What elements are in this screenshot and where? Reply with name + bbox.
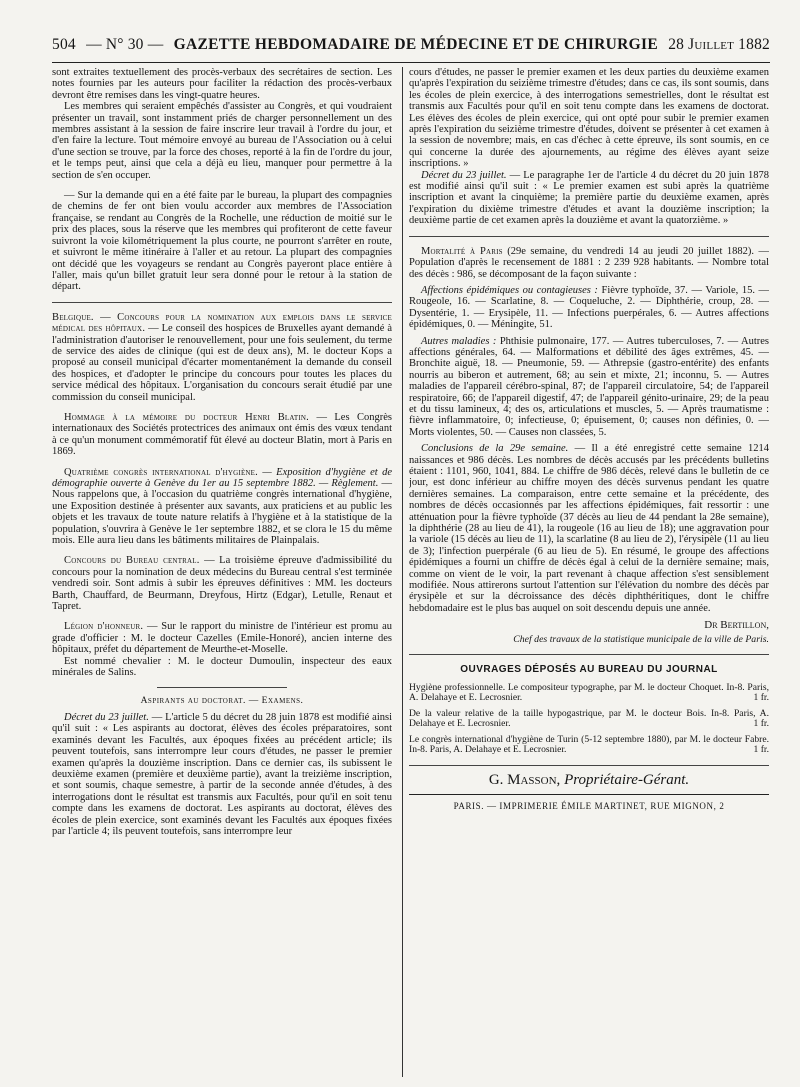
work-text: Hygiène professionnelle. Le compositeur typographe, par M. le docteur Choquet. In-8. Paris, A. Delahaye et E. Lecrosnier. [409,681,769,704]
work-price: 1 fr. [753,718,769,730]
work-item [409,735,769,756]
journal-title: GAZETTE HEBDOMADAIRE DE MÉDECINE ET DE CHIRURGIE [173,36,658,53]
work-text: Le congrès international d'hygiène de Turin (5-12 septembre 1880), par M. le docteur Fabre. In-8. Paris, A. Delahaye et E. Lecrosnier. [409,733,769,756]
page-number: 504 [52,36,76,53]
hygiene-subheading: — Exposition d'hygiène et de démographie ouverte à Genève du 1er au 15 septembre 1882. — Règlement. [52,466,392,489]
decree-paragraph [409,170,769,227]
bureau-body: — La troisième épreuve d'admissibilité du concours pour la nomination de deux médecins du Bureau central s'est terminée vendredi soir. Sont admis à subir les épreuves définitives : MM. les docteurs Barth, Chauffard, de Beurmann, Dreyfous, Hirtz (Edgar), Letulle, Renaut et Tapret. [52,555,393,613]
blatin-heading: Hommage à la mémoire du docteur Henri Blatin. [64,411,309,423]
column-rule [402,67,403,1077]
epidemic-paragraph [409,285,769,331]
decree-body: — Le paragraphe 1er de l'article 4 du décret du 20 juin 1878 est modifié ainsi qu'il suit : « Le premier examen est subi après la quatrième inscription et avant la cinquième; la première partie du deuxième examen, après l'expiration du dixième trimestre d'études et avant la douzième inscription; la deuxième partie de cet examen après la douzième et avant la quatorzième. » [409,169,769,227]
other-diseases-heading: Autres maladies : [421,335,497,347]
congress-members-paragraph: Les membres qui seraient empêchés d'assister au Congrès, et qui voudraient présenter un travail, sont instamment priés de charger personnellement un des membres assistant à la session de faire inscrire leur travail à l'ordre du jour, et d'en faire la lecture. Tout mémoire envoyé au bureau de l'Association ou à celui d'une section se trouve, par la force des choses, reporté à la fin de l'ordre du jour, et le temps peut, ainsi que cela a déjà eu lieu, manquer pour permettre à la section de s'en occuper. [52,101,392,181]
divider [409,236,769,237]
blatin-body: — Les Congrès internationaux des Sociétés protectrices des animaux ont émis des vœux tendant à ce qu'un monument commémoratif fût élevé au docteur Blatin, mort à Paris en 1869. [52,411,392,458]
aspirants-body: — L'article 5 du décret du 28 juin 1878 est modifié ainsi qu'il suit : « Les aspirants au doctorat, élèves des écoles préparatoires, sont examinés devant les Facultés, aux époques fixées au précédent article; ils peuvent toutefois, sans interrompre leur cours d'études, ne passer le premier examen qu'après la douzième inscription. Dans ce dernier cas, ils subissent le deuxième examen (première et deuxième partie), avant la treizième inscription, et sont soumis, chaque semestre, à partir de la seconde année d'études, à des interrogations dont le résultat est transmis aux Facultés, pour qu'il en soit tenu compte dans les examens de doctorat. Les aspirants au doctorat, élèves des écoles de plein exercice, sont examinés devant les Facultés aux époques fixées par l'article 4; ils peuvent toutefois, sans interrompre leur [52,711,392,837]
work-price: 1 fr. [753,692,769,704]
hygiene-article [52,467,392,547]
aspirants-decree: Décret du 23 juillet. [64,711,149,723]
divider [157,687,287,688]
conclusions-body: — Il a été enregistré cette semaine 1214 naissances et 986 décès. Les nombres de décès accusés par les précédents bulletins étaient : 1101, 960, 1041, 884. Le chiffre de 986 décès, relevé dans le bulletin de ce jour, est donc inférieur au chiffre moyen des décès survenus pendant les quatre dernières semaines. La comparaison, entre cette semaine et la précédente, des nombres de décès occasionnés par les affections épidémiques, fait ressortir : une atténuation pour la fièvre typhoïde (37 décès au lieu de 44 pendant la 28e semaine), la diphthérie (28 au lieu de 41), la rougeole (16 au lieu de 18); une aggravation pour la variole (15 décès au lieu de 11), la scarlatine (8 au lieu de 2), l'érysipèle (11 au lieu de 3); l'infection puerpérale (6 au lieu de 5). En résumé, le groupe des affections épidémiques a fourni un chiffre de décès égal à celui de la dernière semaine; mais, comme on vient de le voir, la part revenant à chaque affection s'est sensiblement modifiée. Nous attirerons surtout l'attention sur l'élévation du nombre des décès par érysipèle et sur la décroissance des décès diphthéritiques, dont le chiffre hebdomadaire est le plus bas auquel on soit descendu depuis une année. [409,443,769,614]
blatin-article [52,412,392,458]
belgium-heading: Belgique. — Concours pour la nomination aux emplois dans le service médical des hôpitaux. [52,311,392,335]
railway-paragraph: — Sur la demande qui en a été faite par le bureau, la plupart des compagnies de chemins de fer ont bien voulu accorder aux membres de l'Association française, se rendant au Congrès de la Rochelle, une réduction de moitié sur le prix des places, sous la réserve que les membres qui profiteront de cette faveur suivront la voie kilométriquement la plus courte, ne pourront s'arrêter en route, et suivront le même itinéraire à l'aller et au retour. La plupart des compagnies ont décidé que les voyageurs se rendant au Congrès payeront place entière à l'aller, mais qu'un billet gratuit leur sera donné pour le retour à la station de départ. [52,190,392,293]
hygiene-heading: Quatrième congrès international d'hygiène. [64,466,258,478]
columns [52,67,770,1077]
works-heading: OUVRAGES DÉPOSÉS AU BUREAU DU JOURNAL [460,664,718,676]
work-text: De la valeur relative de la taille hypogastrique, par M. le docteur Bois. In-8. Paris, A. Delahaye et E. Lecrosnier. [409,707,769,730]
divider [409,654,769,655]
bureau-article [52,555,392,612]
legion-article [52,621,392,655]
mortality-intro [409,246,769,280]
bureau-heading: Concours du Bureau central. [64,555,200,567]
belgium-body: — Le conseil des hospices de Bruxelles ayant demandé à l'administration d'autoriser le renouvellement, pour une fois seulement, du terme de service des aides de clinique (qui est de deux ans), M. le docteur Kops a proposé au conseil municipal d'écarter momentanément la demande du conseil des hospices, et d'adopter le principe du concours pour toutes les places du service médical des hôpitaux. L'organisation du concours serait étudié par une commission du conseil municipal. [52,323,393,403]
mortality-heading: Mortalité à Paris [421,245,503,257]
belgium-article [52,312,392,403]
epidemic-body: Fièvre typhoïde, 37. — Variole, 15. — Rougeole, 16. — Scarlatine, 8. — Coqueluche, 2. — Diphthérie, croup, 28. — Dysentérie, 1. — Erysipèle, 11. — Infections puerpérales, 6. — Autres affections épidémiques, 0. — Méningite, 51. [409,284,769,331]
signature-title: Chef des travaux de la statistique municipale de la ville de Paris. [513,633,769,645]
divider [409,765,769,766]
hygiene-body: — Nous rappelons que, à l'occasion du quatrième congrès international d'hygiène, une Exposition destinée à présenter aux savants, aux praticiens et au public les objets et les travaux de toute nature relatifs à l'hygiène et à la statistique de la population, s'ouvrira à Genève le 1er septembre 1882, et se clora le 15 du même mois. Elle aura lieu dans les bâtiments militaires de Plainpalais. [52,478,393,547]
aspirants-heading: Aspirants au doctorat. — Examens. [140,695,304,706]
legion-heading: Légion d'honneur. [64,621,144,633]
publisher-line [409,772,769,789]
left-column [52,67,398,1077]
epidemic-heading: Affections épidémiques ou contagieuses : [421,284,598,296]
issue-date: 28 Juillet 1882 [668,36,770,53]
congress-notes-paragraph: sont extraites textuellement des procès-verbaux des secrétaires de section. Les notes fournies par les auteurs pour faciliter la rédaction des procès-verbaux devront être remises dans les vingt-quatre heures. [52,67,392,101]
mortality-body: (29e semaine, du vendredi 14 au jeudi 20 juillet 1882). — Population d'après le recensement de 1881 : 2 239 928 habitants. — Nombre total des décès : 986, se décomposant de la façon suivante : [409,245,769,280]
work-price: 1 fr. [753,744,769,756]
other-diseases-paragraph [409,336,769,439]
conclusions-heading: Conclusions de la 29e semaine. [421,443,569,455]
right-column [409,67,769,1077]
work-item [409,709,769,730]
decree-heading: Décret du 23 juillet. [421,169,507,181]
masthead [52,36,770,63]
divider [52,302,392,303]
legion-chevalier: Est nommé chevalier : M. le docteur Dumoulin, inspecteur des eaux minérales de Salins. [52,655,392,679]
legion-body: — Sur le rapport du ministre de l'intérieur est promu au grade d'officier : M. le docteur Cazelles (Emile-Honoré), ancien interne des hôpitaux, préfet du département de Meurthe-et-Moselle. [52,621,393,656]
aspirants-article [52,712,392,837]
work-item [409,683,769,704]
publisher-title: Propriétaire-Gérant. [564,772,690,789]
conclusions-paragraph [409,443,769,614]
other-diseases-body: Phthisie pulmonaire, 177. — Autres tuberculoses, 7. — Autres affections générales, 64. — Malformations et débilité des âges extrêmes, 45. — Bronchite aiguë, 18. — Pneumonie, 59. — Athrepsie (gastro-entérite) des enfants nourris au biberon et autrement, 68; au sein et mixte, 21; inconnu, 5. — Autres maladies de l'appareil cérébro-spinal, 87; de l'appareil circulatoire, 54; de l'appareil respiratoire, 66; de l'appareil digestif, 47; de l'appareil génito-urinaire, 29; de la peau et du tissu lamineux, 4; des os, articulations et muscles, 5. — Après traumatisme : fièvre inflammatoire, 0; infectieuse, 0; épuisement, 0; causes non définies, 0. — Morts violentes, 50. — Causes non classées, 5. [409,335,769,438]
publisher-name: G. Masson, [488,772,561,789]
signature: Dr Bertillon, [704,619,769,632]
printer-imprint: PARIS. — IMPRIMERIE ÉMILE MARTINET, RUE MIGNON, 2 [409,794,769,812]
aspirants-continued: cours d'études, ne passer le premier examen et les deux parties du deuxième examen qu'après l'expiration du seizième trimestre d'études; dans ce cas, ils sont soumis, dans les écoles de plein exercice, à des interrogations semestrielles, dont le résultat est transmis aux Facultés pour qu'il en soit tenu compte dans les examens de doctorat. Les élèves des écoles de plein exercice, qui ont opté pour subir le premier examen après l'expiration du seizième trimestre d'études, doivent se présenter à cet examen à la session de novembre; mais, en cas d'échec à cette épreuve, ils sont soumis, en ce qui concerne la durée des ajournements, au régime des élèves ayant seize inscriptions. » [409,67,769,170]
issue-number: — N° 30 — [86,36,164,53]
